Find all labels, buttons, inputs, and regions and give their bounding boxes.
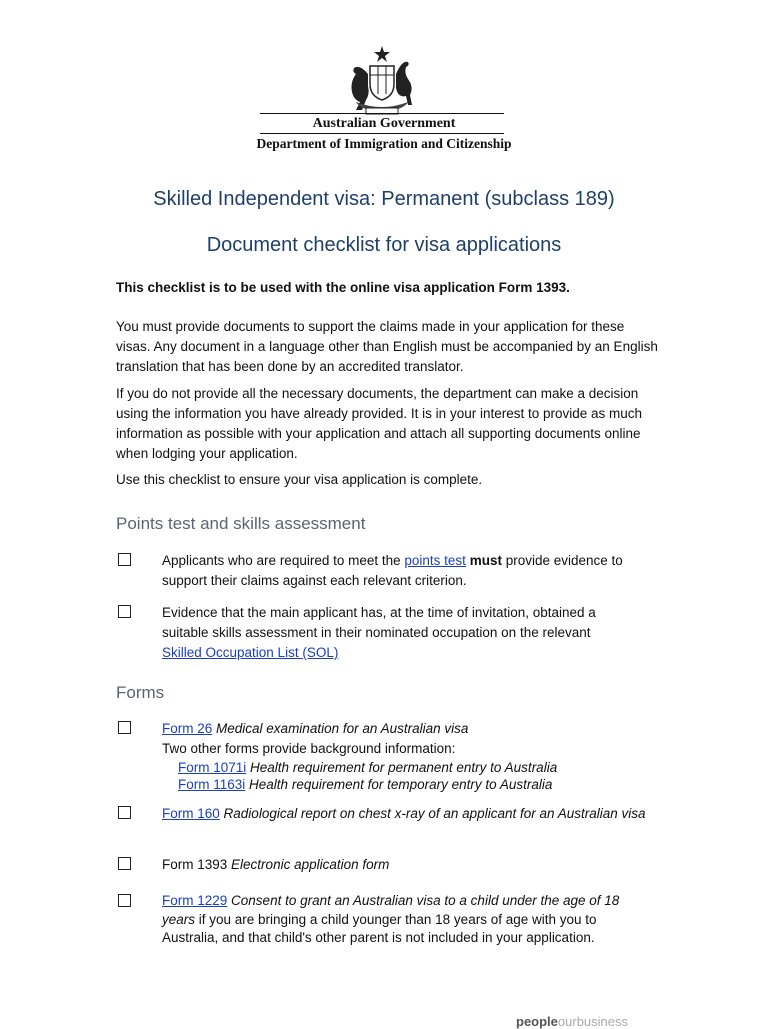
- checklist-item-form-1393: Form 1393 Electronic application form: [162, 857, 390, 872]
- checklist-item-form-160: Form 160 Radiological report on chest x-ray of an applicant for an Australian visa: [162, 806, 646, 821]
- checklist-item-skills-assessment: Evidence that the main applicant has, at the time of invitation, obtained a suitable skills assessment in their nominated occupation on the relevant Skilled Occupation List (SOL): [162, 605, 596, 660]
- checkbox-form-1229[interactable]: [118, 894, 131, 907]
- form-1229-link[interactable]: Form 1229: [162, 893, 228, 908]
- paragraph-checklist: Use this checklist to ensure your visa application is complete.: [116, 472, 483, 487]
- header-rule-top: [260, 113, 504, 114]
- checklist-item-form-26: Form 26 Medical examination for an Australian visa Two other forms provide background information: Form 1071i Health requirement for permanent entry to Australia Form 1163i Health requirement for temporary entry to Australia: [162, 719, 662, 793]
- form-1071i-link[interactable]: Form 1071i: [178, 760, 247, 775]
- checkbox-form-26[interactable]: [118, 721, 131, 734]
- sol-link[interactable]: Skilled Occupation List (SOL): [162, 645, 339, 660]
- department-name: Department of Immigration and Citizenship: [256, 136, 512, 151]
- coat-of-arms-logo: [334, 44, 430, 118]
- paragraph-documents: You must provide documents to support the claims made in your application for these visas. Any document in a language other than English must be accompanied by an English translation that has been done by an accredited translator.: [116, 319, 658, 374]
- form-26-link[interactable]: Form 26: [162, 721, 213, 736]
- checklist-item-form-1229: Form 1229 Consent to grant an Australian visa to a child under the age of 18 years if you are bringing a child younger than 18 years of age with you to Australia, and that child's other parent is not included in your application.: [162, 893, 620, 945]
- section-heading-forms: Forms: [116, 683, 165, 702]
- checkbox-skills-assessment[interactable]: [118, 605, 131, 618]
- points-test-link[interactable]: points test: [404, 553, 466, 568]
- page-title: Skilled Independent visa: Permanent (subclass 189): [153, 188, 615, 210]
- checklist-item-points-test: Applicants who are required to meet the points test must provide evidence to support their claims against each relevant criterion.: [162, 553, 623, 588]
- form-160-link[interactable]: Form 160: [162, 806, 220, 821]
- paragraph-decision: If you do not provide all the necessary documents, the department can make a decision using the information you have already provided. It is in your interest to provide as much information as possible with your application and attach all supporting documents online when lodging your application.: [116, 386, 643, 461]
- form-1163i-line: Form 1163i Health requirement for temporary entry to Australia: [178, 777, 553, 792]
- checkbox-form-1393[interactable]: [118, 857, 131, 870]
- form-1071i-line: Form 1071i Health requirement for permanent entry to Australia: [178, 760, 558, 775]
- government-name: Australian Government: [312, 116, 456, 131]
- watermark: peopleourbusiness: [516, 1014, 629, 1029]
- header-rule: [260, 133, 504, 134]
- form-1163i-link[interactable]: Form 1163i: [178, 777, 246, 792]
- intro-text: This checklist is to be used with the online visa application Form 1393.: [116, 280, 570, 295]
- section-heading-points: Points test and skills assessment: [116, 514, 366, 533]
- page-subtitle: Document checklist for visa applications: [206, 234, 562, 256]
- checkbox-form-160[interactable]: [118, 806, 131, 819]
- checkbox-points-test[interactable]: [118, 553, 131, 566]
